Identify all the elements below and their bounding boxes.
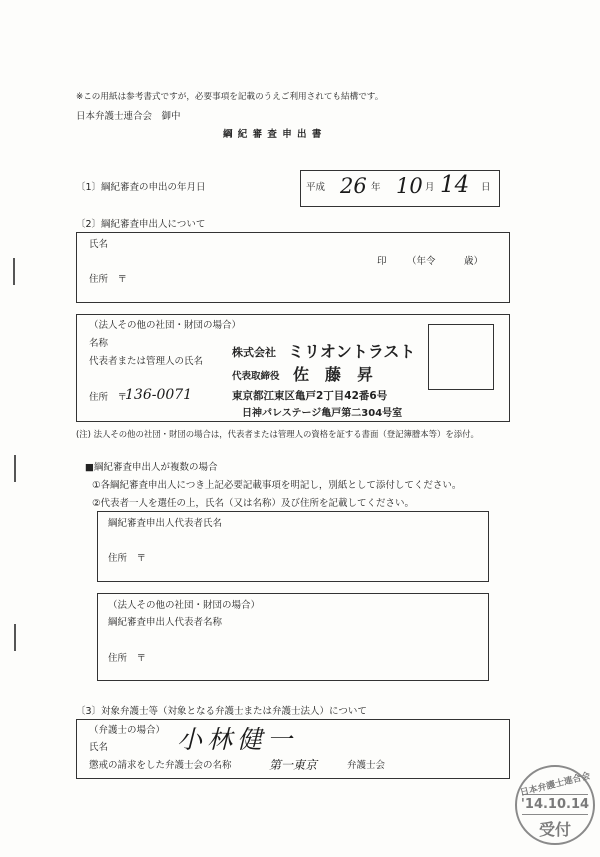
corp-name-label: 名称 (89, 338, 109, 349)
lawyer-name-handwritten: 小林健一 (177, 725, 298, 754)
usage-notice: ※この用紙は参考書式ですが，必要事項を記載のうえご利用されても結構です。 (76, 92, 384, 102)
age-label: （年令 歳） (407, 256, 484, 267)
corp-note: (注) 法人その他の社団・財団の場合は，代表者または管理人の資格を証する書面（登記簿謄本等）を添付。 (76, 429, 479, 439)
multiple-item2: ②代表者一人を選任の上，氏名（又は名称）及び住所を記載してください。 (92, 498, 415, 509)
rep-corp-box[interactable] (97, 593, 489, 681)
section3-label: 〔3〕対象弁護士等（対象となる弁護士または弁護士法人）について (76, 706, 367, 717)
multiple-header: ■綱紀審査申出人が複数の場合 (85, 462, 218, 473)
corp-header: （法人その他の社団・財団の場合） (89, 320, 242, 331)
year-label: 年 (371, 182, 381, 193)
applicant-box[interactable] (76, 232, 510, 303)
postal-handwritten: 136-0071 (125, 387, 193, 403)
page-title: 綱 紀 審 査 申 出 書 (223, 129, 323, 140)
margin-mark (14, 455, 16, 482)
lawyer-name-label: 氏名 (89, 742, 109, 753)
receipt-stamp-text: 受付 (538, 820, 571, 839)
lawyer-header: （弁護士の場合） (89, 725, 166, 736)
rep-name-label: 綱紀審査申出人代表者氏名 (108, 518, 223, 529)
era-label: 平成 (306, 182, 326, 193)
month-label: 月 (425, 182, 435, 193)
rep-label: 代表者または管理人の氏名 (89, 356, 204, 367)
stamp-title: 代表取締役 (232, 371, 280, 382)
date-box[interactable] (300, 170, 500, 207)
multiple-item1: ①各綱紀審査申出人につき上記必要記載事項を明記し，別紙として添付してください。 (92, 480, 462, 491)
day-label: 日 (481, 182, 491, 193)
receipt-stamp-org: 日本弁護士連合会 (519, 771, 592, 799)
addressee: 日本弁護士連合会 御中 (76, 111, 181, 122)
month-handwritten: 10 (396, 174, 423, 198)
margin-mark (14, 624, 16, 651)
receipt-stamp (515, 765, 595, 845)
seal-label: 印 (377, 256, 387, 267)
stamp-representative: 佐 藤 昇 (293, 365, 374, 384)
rep-applicant-box[interactable] (97, 511, 489, 582)
year-handwritten: 26 (340, 174, 367, 198)
section2-label: 〔2〕綱紀審査申出人について (76, 219, 206, 230)
section1-label: 〔1〕綱紀審査の申出の年月日 (76, 182, 206, 193)
stamp-company-name: ミリオントラスト (288, 342, 416, 361)
address-label: 住所 〒 (89, 274, 128, 285)
bar-label: 懲戒の請求をした弁護士会の名称 (89, 760, 232, 771)
stamp-address1: 東京都江東区亀戸2丁目42番6号 (232, 390, 388, 402)
bar-suffix: 弁護士会 (347, 760, 386, 771)
rep-corp-header: （法人その他の社団・財団の場合） (108, 600, 261, 611)
rep-address-label: 住所 〒 (108, 553, 147, 564)
day-handwritten: 14 (440, 172, 470, 198)
receipt-stamp-date: '14.10.14 (520, 797, 590, 812)
rep-corp-address-label: 住所 〒 (108, 653, 147, 664)
corp-address-label: 住所 〒 (89, 392, 128, 403)
stamp-address2: 日神パレステージ亀戸第二304号室 (242, 408, 403, 419)
stamp-company: 株式会社 (232, 346, 276, 359)
bar-handwritten: 第一東京 (269, 758, 318, 772)
corp-applicant-box[interactable] (76, 314, 510, 422)
margin-mark (13, 258, 15, 285)
rep-corp-name-label: 綱紀審査申出人代表者名称 (108, 617, 223, 628)
target-lawyer-box[interactable] (76, 719, 510, 779)
name-label: 氏名 (89, 239, 109, 250)
seal-square (428, 324, 494, 390)
